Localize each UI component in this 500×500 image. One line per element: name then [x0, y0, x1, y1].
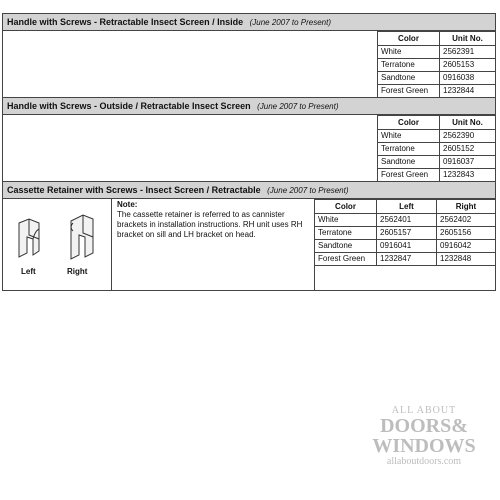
- watermark-line1: ALL ABOUT: [391, 405, 457, 416]
- right-cell: 1232848: [437, 253, 496, 266]
- section-title: Handle with Screws - Retractable Insect Screen / Inside: [7, 17, 244, 27]
- col-header-unit: Unit No.: [440, 116, 496, 130]
- bracket-right-icon: [65, 213, 99, 263]
- section-header: [3, 182, 495, 199]
- unit-cell: 2562390: [440, 130, 496, 143]
- table-header-row: [378, 116, 496, 130]
- color-cell: White: [315, 214, 377, 227]
- section-title: Cassette Retainer with Screws - Insect Screen / Retractable: [7, 185, 261, 195]
- left-cell: 2605157: [377, 227, 437, 240]
- bracket-left-icon: [15, 217, 49, 261]
- unit-cell: 2605152: [440, 143, 496, 156]
- table-row: [315, 253, 496, 266]
- watermark-line3: WINDOWS: [372, 435, 476, 457]
- parts-table: [314, 199, 496, 266]
- col-header-unit: Unit No.: [440, 32, 496, 46]
- figure-label-right: Right: [67, 267, 88, 276]
- table-header-row: [378, 32, 496, 46]
- col-header-left: Left: [377, 200, 437, 214]
- section-date: (June 2007 to Present): [249, 18, 331, 27]
- table-row: [315, 227, 496, 240]
- watermark-line2: DOORS&: [380, 415, 468, 437]
- figure-panel: [3, 199, 112, 291]
- section-title: Handle with Screws - Outside / Retractable Insect Screen: [7, 101, 251, 111]
- color-cell: Terratone: [378, 143, 440, 156]
- table-row: [315, 240, 496, 253]
- parts-table: [377, 31, 496, 98]
- table-row: [378, 85, 496, 98]
- col-header-color: Color: [378, 116, 440, 130]
- note-title: Note:: [117, 200, 138, 209]
- color-cell: White: [378, 130, 440, 143]
- unit-cell: 0916037: [440, 156, 496, 169]
- color-cell: Sandtone: [378, 156, 440, 169]
- section-date: (June 2007 to Present): [267, 186, 349, 195]
- color-cell: Forest Green: [315, 253, 377, 266]
- watermark-logo: [354, 405, 494, 467]
- col-header-color: Color: [378, 32, 440, 46]
- right-cell: 2605156: [437, 227, 496, 240]
- watermark-url: allaboutdoors.com: [386, 456, 462, 467]
- col-header-right: Right: [437, 200, 496, 214]
- table-row: [378, 59, 496, 72]
- section-header: [3, 14, 495, 31]
- unit-cell: 2562391: [440, 46, 496, 59]
- table-row: [378, 130, 496, 143]
- table-header-row: [315, 200, 496, 214]
- color-cell: Forest Green: [378, 169, 440, 182]
- section-handle-outside: [2, 97, 496, 183]
- table-row: [378, 46, 496, 59]
- right-cell: 2562402: [437, 214, 496, 227]
- color-cell: Terratone: [315, 227, 377, 240]
- color-cell: Forest Green: [378, 85, 440, 98]
- left-cell: 0916041: [377, 240, 437, 253]
- table-row: [315, 214, 496, 227]
- unit-cell: 0916038: [440, 72, 496, 85]
- left-cell: 2562401: [377, 214, 437, 227]
- right-cell: 0916042: [437, 240, 496, 253]
- section-date: (June 2007 to Present): [257, 102, 339, 111]
- note-panel: [111, 199, 315, 291]
- color-cell: Sandtone: [378, 72, 440, 85]
- left-cell: 1232847: [377, 253, 437, 266]
- color-cell: Sandtone: [315, 240, 377, 253]
- figure-label-left: Left: [21, 267, 36, 276]
- table-row: [378, 156, 496, 169]
- unit-cell: 1232843: [440, 169, 496, 182]
- section-header: [3, 98, 495, 115]
- parts-table: [377, 115, 496, 182]
- color-cell: Terratone: [378, 59, 440, 72]
- table-row: [378, 72, 496, 85]
- unit-cell: 2605153: [440, 59, 496, 72]
- section-cassette-retainer: [2, 181, 496, 291]
- unit-cell: 1232844: [440, 85, 496, 98]
- color-cell: White: [378, 46, 440, 59]
- note-text: The cassette retainer is referred to as cannister brackets in installation instructions. RH unit uses RH bracket on sill and LH bracket on head.: [117, 210, 303, 239]
- col-header-color: Color: [315, 200, 377, 214]
- table-row: [378, 143, 496, 156]
- table-row: [378, 169, 496, 182]
